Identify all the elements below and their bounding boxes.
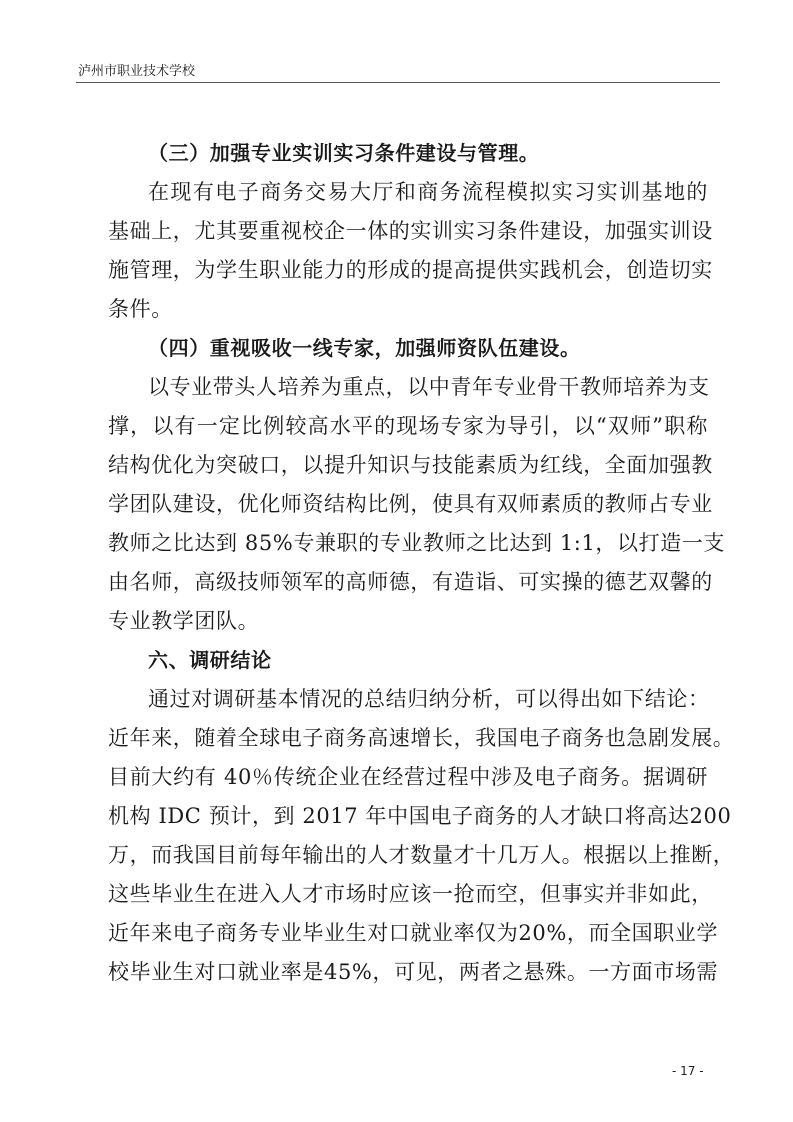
section-heading-6: 六、调研结论 xyxy=(148,648,272,672)
paragraph-line: 机构 IDC 预计，到 2017 年中国电子商务的人才缺口将高达200 xyxy=(108,804,732,828)
paragraph-line: 由名师，高级技师领军的高师德，有造诣、可实操的德艺双馨的 xyxy=(108,570,713,594)
section-heading-3: （三）加强专业实训实习条件建设与管理。 xyxy=(148,141,540,165)
paragraph-line: 目前大约有 40％传统企业在经营过程中涉及电子商务。据调研 xyxy=(108,765,708,789)
paragraph-line: 校毕业生对口就业率是45%，可见，两者之悬殊。一方面市场需 xyxy=(108,960,719,984)
paragraph-line: 万，而我国目前每年输出的人才数量才十几万人。根据以上推断， xyxy=(108,843,735,867)
paragraph-line: 专业教学团队。 xyxy=(108,609,260,633)
paragraph-line: 教师之比达到 85%专兼职的专业教师之比达到 1:1，以打造一支 xyxy=(108,531,726,555)
header-rule xyxy=(76,82,720,83)
paragraph-line: 条件。 xyxy=(108,297,173,321)
paragraph-line: 近年来电子商务专业毕业生对口就业率仅为20%，而全国职业学 xyxy=(108,921,719,945)
paragraph-line: 基础上，尤其要重视校企一体的实训实习条件建设，加强实训设 xyxy=(108,219,713,243)
section-heading-4: （四）重视吸收一线专家，加强师资队伍建设。 xyxy=(148,336,581,360)
page-header: 泸州市职业技术学校 xyxy=(78,64,196,79)
page-number: - 17 - xyxy=(672,1064,704,1078)
paragraph-line: 撑，以有一定比例较高水平的现场专家为导引，以“双师”职称 xyxy=(108,414,708,438)
paragraph-line: 通过对调研基本情况的总结归纳分析，可以得出如下结论： xyxy=(148,687,710,711)
body-text xyxy=(108,134,735,992)
paragraph-line: 这些毕业生在进入人才市场时应该一抢而空，但事实并非如此， xyxy=(108,882,713,906)
paragraph-line: 以专业带头人培养为重点，以中青年专业骨干教师培养为支 xyxy=(148,375,710,399)
paragraph-line: 施管理，为学生职业能力的形成的提高提供实践机会，创造切实 xyxy=(108,258,713,282)
paragraph-line: 结构优化为突破口，以提升知识与技能素质为红线，全面加强教 xyxy=(108,453,713,477)
paragraph-line: 近年来，随着全球电子商务高速增长，我国电子商务也急剧发展。 xyxy=(108,726,735,750)
paragraph-line: 在现有电子商务交易大厅和商务流程模拟实习实训基地的 xyxy=(148,180,708,204)
paragraph-line: 学团队建设，优化师资结构比例，使具有双师素质的教师占专业 xyxy=(108,492,713,516)
